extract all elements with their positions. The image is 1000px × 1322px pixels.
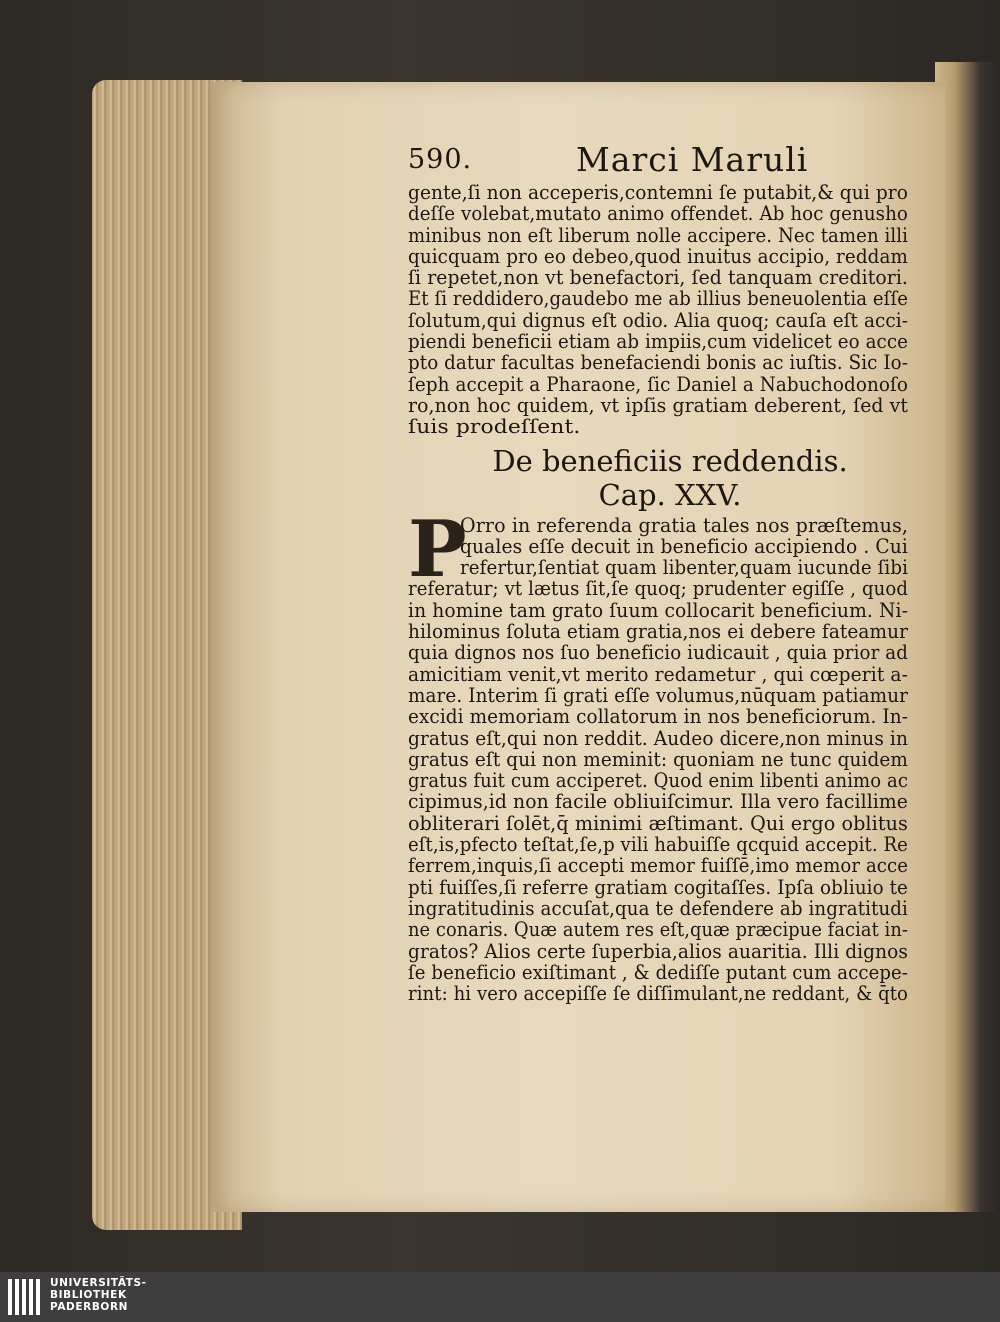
text-line: hilominus ſoluta etiam gratia,nos ei debere fateamur xyxy=(408,620,909,644)
text-line: ſolutum,qui dignus eſt odio. Alia quoq; cauſa eſt acci- xyxy=(408,308,909,332)
text-line: pti fuiſſes,ſi referre gratiam cogitaſſes. Ipſa obliuio te xyxy=(408,875,908,899)
text-line: quales eſſe decuit in beneficio accipiendo . Cui xyxy=(460,534,908,558)
text-line: gratus eſt qui non meminit: quoniam ne tunc quidem xyxy=(408,747,908,771)
text-line: mare. Interim ſi grati eſſe volumus,nūquam patiamur xyxy=(408,683,908,707)
text-line: ne conaris. Quæ autem res eſt,quæ præcipue faciat in- xyxy=(408,918,908,942)
text-line: gente,ſi non acceperis,contemni ſe putabit,& qui pro xyxy=(408,181,909,204)
text-line: Et ſi reddidero,gaudebo me ab illius beneuolentia eſſe xyxy=(408,287,909,311)
text-line: ſi repetet,non vt benefactori, ſed tanquam creditori. xyxy=(408,266,908,290)
text-line: referatur; vt lætus ſit,ſe quoq; prudenter egiſſe , quod xyxy=(408,577,909,601)
running-title: Marci Maruli xyxy=(576,140,809,179)
text-block-before xyxy=(408,182,908,438)
text-line: ſe beneficio exiſtimant , & dediſſe putant cum accepe- xyxy=(408,960,909,984)
library-logo-text xyxy=(50,1277,147,1313)
text-line: ro,non hoc quidem, vt ipſis gratiam deberent, ſed vt xyxy=(408,393,909,417)
text-line: refertur,ſentiat quam libenter,quam iucunde ſibi xyxy=(460,556,908,580)
logo-line: UNIVERSITÄTS- xyxy=(50,1277,147,1289)
text-block-after xyxy=(408,578,908,1004)
page-content xyxy=(408,140,908,1004)
text-line: ingratitudinis accuſat,qua te defendere ab ingratitudi xyxy=(408,896,908,920)
text-line: piendi beneficii etiam ab impiis,cum videlicet eo acce xyxy=(408,330,908,354)
text-line: Orro in referenda gratia tales nos præſtemus, xyxy=(460,513,908,537)
text-line: ſuis prodeſſent. xyxy=(408,415,581,439)
text-line: cipimus,id non facile obliuiſcimur. Illa vero facillime xyxy=(408,790,908,814)
text-line: quia dignos nos ſuo beneficio iudicauit , quia prior ad xyxy=(408,641,909,665)
running-head xyxy=(408,140,908,182)
logo-line: PADERBORN xyxy=(50,1301,129,1313)
text-line: pto datur facultas benefaciendi bonis ac iuſtis. Sic Io- xyxy=(408,351,908,375)
text-line: quicquam pro eo debeo,quod inuitus accipio, reddam xyxy=(408,244,909,268)
text-line: ferrem,inquis,ſi accepti memor fuiſſē,imo memor acce xyxy=(408,854,908,878)
text-line: gratus fuit cum acciperet. Quod enim libenti animo ac xyxy=(408,769,909,793)
library-footer xyxy=(0,1272,1000,1322)
page-number: 590. xyxy=(408,144,473,175)
text-line: gratos? Alios certe ſuperbia,alios auaritia. Illi dignos xyxy=(408,939,908,963)
chapter-title: De beneficiis reddendis. xyxy=(492,443,848,478)
text-line: deſſe volebat,mutato animo offendet. Ab hoc genusho xyxy=(408,202,908,226)
text-line: in homine tam grato ſuum collocarit beneficium. Ni- xyxy=(408,598,909,622)
library-logo-icon xyxy=(8,1279,44,1315)
text-line: ſeph accepit a Pharaone, ſic Daniel a Nabuchodonoſo xyxy=(408,372,909,396)
text-line: amicitiam venit,vt merito redametur , qui cœperit a- xyxy=(408,662,909,686)
text-line: minibus non eſt liberum nolle accipere. Nec tamen illi xyxy=(408,223,909,247)
drop-cap-initial: P xyxy=(408,503,467,595)
text-line: obliterari ſolēt,q̄ minimi æſtimant. Qui ergo oblitus xyxy=(408,811,908,835)
text-line: rint: hi vero accepiſſe ſe diſſimulant,ne reddant, & q̄to xyxy=(408,982,908,1006)
logo-line: BIBLIOTHEK xyxy=(50,1289,127,1301)
text-line: excidi memoriam collatorum in nos beneficiorum. In- xyxy=(408,705,909,729)
text-line: eſt,is,pfecto teſtat,ſe,p vili habuiſſe qcquid accepit. Re xyxy=(408,833,908,857)
chapter-number: Cap. XXV. xyxy=(598,477,742,512)
text-line: gratus eſt,qui non reddit. Audeo dicere,non minus in xyxy=(408,726,909,750)
